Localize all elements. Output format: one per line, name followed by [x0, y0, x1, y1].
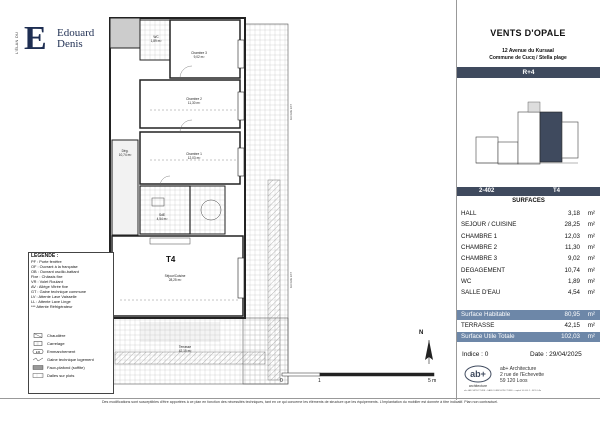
terrace-tile-area — [140, 322, 220, 342]
surface-value: 3,18 — [567, 210, 580, 217]
duct-icon — [32, 357, 44, 362]
surface-row — [461, 288, 596, 298]
surface-terrasse-label: TERRASSE — [461, 322, 495, 329]
label-chambre1: Chambre 1 12,03 m² — [186, 152, 202, 160]
surface-habitable-label: Surface Habitable — [461, 311, 511, 318]
label-deg: Dég. 10,74 m² — [118, 149, 132, 157]
legend-line: LL : Attente Lave Linge — [31, 299, 71, 304]
slab-icon — [32, 373, 44, 378]
legend-line: VR : Volet Roulant — [31, 279, 63, 284]
surface-unit: m² — [587, 333, 595, 340]
surface-row — [461, 254, 596, 264]
project-address — [456, 48, 600, 62]
address-line1: 12 Avenue du Kursaal — [502, 48, 554, 54]
floor-level-bar: R+4 — [457, 67, 600, 78]
architect-address — [500, 366, 544, 384]
legend-line: OF : Ouvrant à la française — [31, 264, 78, 269]
legend-line: Fixe : Châssis fixe — [31, 274, 63, 279]
logo-name-line2: Denis — [57, 38, 83, 50]
surface-label: CHAMBRE 1 — [461, 233, 498, 240]
keyplan-highlight — [540, 112, 562, 162]
scale-label-1: 1 — [318, 378, 321, 384]
surface-utile-row — [457, 332, 600, 342]
legend-line: OB : Ouvrant oscillo-battant — [31, 269, 79, 274]
surface-row — [461, 232, 596, 242]
surface-terrasse-row — [461, 321, 596, 331]
logo-name-line1: Edouard — [57, 27, 95, 39]
lot-bar — [457, 187, 600, 196]
label-sejour: Séjour/Cuisine 28,25 m² — [164, 274, 186, 282]
tiling-icon — [32, 341, 44, 346]
false-ceiling-icon — [32, 365, 44, 370]
label-chambre2: Chambre 2 11,30 m² — [186, 97, 202, 105]
surface-utile-label: Surface Utile Totale — [461, 333, 515, 340]
room-chambre3 — [170, 20, 240, 78]
address-line2: Commune de Cucq / Stella plage — [489, 55, 567, 61]
surface-unit: m² — [587, 289, 595, 296]
north-arrow-head — [425, 340, 433, 360]
lot-type: T4 — [553, 188, 561, 194]
stair-block — [110, 18, 140, 48]
index-label: Indice : 0 — [462, 351, 489, 358]
legend-line: PF : Porte fenêtre — [31, 259, 62, 264]
surface-row — [461, 277, 596, 287]
railing-right — [268, 180, 280, 380]
keyplan-block-2 — [498, 142, 518, 164]
surface-label: SEJOUR / CUISINE — [461, 221, 517, 228]
lot-number: 2-402 — [479, 188, 495, 194]
keyplan-block-1 — [476, 137, 498, 163]
architect-small-print: ab+ ARCHITECTURE - SARL D'ARCHITECTURE - capital 10 000 € - RCS Lille — [464, 390, 542, 392]
surface-habitable-row — [457, 310, 600, 320]
railing-bottom — [115, 352, 265, 364]
legend-line: *** Attente Réfrigérateur — [31, 304, 73, 309]
label-terrasse: Terrasse 42,15 m² — [178, 345, 192, 353]
label-wc: WC 1,89 m² — [150, 35, 162, 43]
surface-value: 10,74 — [564, 267, 580, 274]
surface-row — [461, 209, 596, 219]
svg-text:EM: EM — [35, 349, 41, 354]
logo-tagline: L'ÉLAN DU — [14, 31, 19, 54]
keyplan-block-3 — [518, 112, 540, 164]
legend-item-label: Chaudière — [47, 333, 66, 338]
logo-mark: E — [24, 20, 47, 57]
surface-label: WC — [461, 278, 472, 285]
legend-title: LEGENDE : — [31, 253, 59, 259]
surface-unit: m² — [587, 210, 595, 217]
surface-habitable-value: 80,95 — [564, 311, 580, 318]
surface-value: 11,30 — [564, 244, 580, 251]
step-icon — [32, 349, 44, 354]
surface-utile-value: 102,03 — [561, 333, 580, 340]
surface-label: HALL — [461, 210, 477, 217]
window-2 — [238, 92, 244, 120]
legend-item-label: Carrelage — [47, 341, 65, 346]
window-3 — [238, 148, 244, 176]
architect-logo — [464, 365, 494, 389]
surface-row — [461, 220, 596, 230]
surface-value: 4,54 — [567, 289, 580, 296]
project-name: VENTS D'OPALE — [490, 28, 566, 38]
surface-unit: m² — [587, 221, 595, 228]
scale-bar-left — [282, 373, 320, 376]
surface-label: CHAMBRE 3 — [461, 255, 498, 262]
surface-unit: m² — [587, 322, 595, 329]
key-plan — [468, 82, 592, 182]
facade-text-top: FACADE EST — [290, 104, 293, 121]
surface-label: SALLE D'EAU — [461, 289, 501, 296]
apartment-type-label: T4 — [166, 255, 176, 264]
scale-bar-right — [320, 373, 434, 376]
surface-unit: m² — [587, 267, 595, 274]
architect-line2: 2 rue de l'Echevette — [500, 372, 545, 378]
facade-text-bottom: FACADE EST — [290, 272, 293, 289]
surface-value: 28,25 — [564, 221, 580, 228]
surface-unit: m² — [587, 311, 595, 318]
window-4 — [238, 258, 244, 298]
surface-row — [461, 243, 596, 253]
surface-unit: m² — [587, 233, 595, 240]
surface-row — [461, 266, 596, 276]
surface-unit: m² — [587, 244, 595, 251]
legend-item-label: Emmarchement — [47, 349, 76, 354]
date-label: Date : 29/04/2025 — [530, 351, 582, 358]
legend-item-label: Dalles sur plots — [47, 373, 75, 378]
surface-unit: m² — [587, 278, 595, 285]
surface-value: 1,89 — [567, 278, 580, 285]
room-wc — [190, 186, 225, 234]
footer-disclaimer: Des modifications sont susceptibles d'être apportées à ce plan en fonction des nécessités techniques, tant en ce qui concerne les éléments de structure que les équipements. L'implantation du mobilier est donnée à titre indicatif. Plan non contractuel. — [0, 398, 600, 404]
keyplan-block-5 — [528, 102, 540, 112]
surface-value: 12,03 — [564, 233, 580, 240]
architect-line1: ab+ Architecture — [500, 366, 537, 372]
surface-unit: m² — [587, 255, 595, 262]
legend-item-label: Faux-plafond (soffite) — [47, 365, 85, 370]
architect-line3: 59 120 Loos — [500, 378, 528, 384]
surface-terrasse-value: 42,15 — [564, 322, 580, 329]
scale-label-5: 5 m — [428, 378, 437, 384]
legend-line: AV : Allège Vitrée fixe — [31, 284, 69, 289]
room-sde — [140, 186, 190, 234]
scale-label-0: 0 — [280, 378, 283, 384]
surface-label: DEGAGEMENT — [461, 267, 506, 274]
label-chambre3: Chambre 3 9,02 m² — [191, 51, 207, 59]
legend-item-label: Gaine technique logement — [47, 357, 94, 362]
surfaces-title: SURFACES — [512, 198, 545, 204]
surface-value: 9,02 — [567, 255, 580, 262]
boiler-icon — [32, 333, 44, 338]
legend-line: GT : Gaine technique commune — [31, 289, 87, 294]
north-label: N — [419, 330, 424, 336]
label-sde: SdE 4,54 m² — [156, 213, 168, 221]
surface-label: CHAMBRE 2 — [461, 244, 498, 251]
keyplan-block-4 — [562, 122, 578, 158]
architect-logo-sub: architecture — [468, 384, 488, 388]
architect-logo-text: ab+ — [470, 369, 486, 379]
legend-line: LV : Attente Lave Vaisselle — [31, 294, 77, 299]
window-1 — [238, 40, 244, 68]
